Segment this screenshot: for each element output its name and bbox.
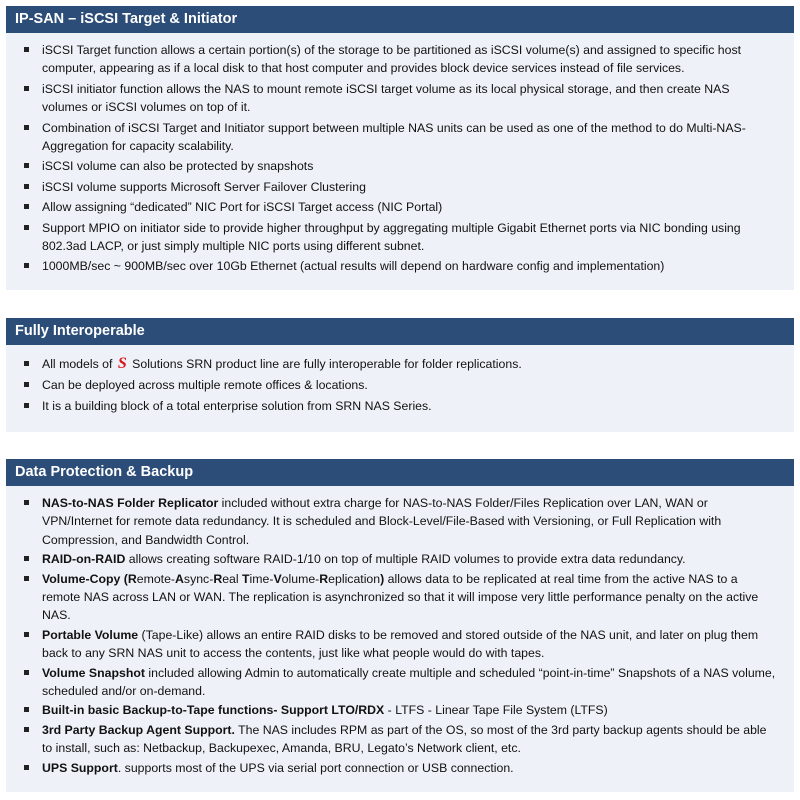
item-text: included allowing Admin to automatically create multiple and scheduled “point-in-time” Snapshots of a NAS volume, scheduled and/or on-demand. <box>42 665 776 699</box>
item-bold: R <box>127 571 137 586</box>
bullet-list <box>6 486 794 777</box>
bullet-list <box>6 33 794 276</box>
section-ip-san <box>6 6 794 290</box>
item-bold: T <box>242 571 250 586</box>
item-bold: ) <box>380 571 385 586</box>
item-text: eal <box>222 571 243 586</box>
list-item <box>42 570 778 625</box>
list-item: Support MPIO on initiator side to provide higher throughput by aggregating multiple Gigabit Ethernet ports via NIC bonding using 802.3ad LACP, or just simply multiple NIC ports using different subnet. <box>42 219 778 256</box>
item-bold: R <box>213 571 223 586</box>
list-item <box>42 759 778 777</box>
item-bold: Volume-Copy ( <box>42 571 128 586</box>
list-item <box>42 701 778 719</box>
company-logo-s: S <box>117 355 127 372</box>
item-bold: UPS Support <box>42 760 118 775</box>
list-item: iSCSI volume supports Microsoft Server Failover Clustering <box>42 178 778 196</box>
item-text: eplication <box>328 571 381 586</box>
list-item <box>42 626 778 663</box>
item-text: Solutions SRN product line are fully interoperable for folder replications. <box>132 357 522 371</box>
item-bold: Volume Snapshot <box>42 665 145 680</box>
item-text: emote- <box>136 571 176 586</box>
item-bold: 3rd Party Backup Agent Support. <box>42 722 235 737</box>
item-text: allows data to be replicated at real time from the active NAS to a remote NAS across LAN or WAN. The replication is asynchronized so that it will impose very little performance penalty on the active NAS. <box>42 571 759 623</box>
item-text: included without extra charge for NAS-to-NAS Folder/Files Replication over LAN, WAN or VPN/Internet for remote data redundancy. It is scheduled and Block-Level/File-Based with Versioning, or Full Replication with Compression, and Bandwidth Control. <box>42 496 722 547</box>
list-item: Allow assigning “dedicated” NIC Port for iSCSI Target access (NIC Portal) <box>42 198 778 216</box>
item-bold: NAS-to-NAS Folder Replicator <box>42 496 219 510</box>
list-item <box>42 550 778 568</box>
list-item <box>42 355 778 373</box>
list-item: 1000MB/sec ~ 900MB/sec over 10Gb Ethernet (actual results will depend on hardware config and implementation) <box>42 257 778 275</box>
item-bold: R <box>319 571 329 586</box>
bullet-list <box>6 345 794 415</box>
section-title: Fully Interoperable <box>6 318 794 345</box>
item-bold: A <box>175 571 184 586</box>
item-text: The NAS includes RPM as part of the OS, so most of the 3rd party backup agents should be able to install, such as: Netbackup, Backupexec, Amanda, BRU, Legato’s Network client, etc. <box>42 722 767 756</box>
item-bold: Portable Volume <box>42 627 139 642</box>
section-title: Data Protection & Backup <box>6 459 794 486</box>
list-item: Can be deployed across multiple remote offices & locations. <box>42 376 778 394</box>
item-text: sync- <box>183 571 214 586</box>
item-bold: RAID-on-RAID <box>42 552 126 567</box>
list-item: iSCSI initiator function allows the NAS to mount remote iSCSI target volume as its local physical storage, and then create NAS volumes or iSCSI volumes on top of it. <box>42 80 778 117</box>
item-text: . supports most of the UPS via serial port connection or USB connection. <box>117 760 514 775</box>
item-text: - LTFS - Linear Tape File System (LTFS) <box>384 703 608 718</box>
list-item: Combination of iSCSI Target and Initiator support between multiple NAS units can be used as one of the method to do Multi-NAS-Aggregation for capacity scalability. <box>42 119 778 156</box>
list-item: iSCSI Target function allows a certain portion(s) of the storage to be partitioned as iSCSI volume(s) and assigned to specific host computer, appearing as if a local disk to that host computer and provides block device services instead of file services. <box>42 41 778 78</box>
item-text: All models of <box>42 357 113 371</box>
item-text: allows creating software RAID-1/10 on top of multiple RAID volumes to provide extra data redundancy. <box>125 552 686 567</box>
item-text: ime- <box>249 571 274 586</box>
list-item <box>42 494 778 549</box>
item-text: (Tape-Like) allows an entire RAID disks to be removed and stored outside of the NAS unit, and later on plug them back to any SRN NAS unit to access the contents, just like what people would do with tapes. <box>42 627 759 661</box>
section-data-protection <box>6 459 794 792</box>
list-item <box>42 721 778 758</box>
list-item: iSCSI volume can also be protected by snapshots <box>42 157 778 175</box>
item-text: olume- <box>281 571 320 586</box>
item-bold: Built-in basic Backup-to-Tape functions- Support LTO/RDX <box>42 703 385 718</box>
section-title: IP-SAN – iSCSI Target & Initiator <box>6 6 794 33</box>
list-item: It is a building block of a total enterprise solution from SRN NAS Series. <box>42 397 778 415</box>
list-item <box>42 664 778 701</box>
item-bold: V <box>273 571 282 586</box>
section-interoperable <box>6 318 794 432</box>
